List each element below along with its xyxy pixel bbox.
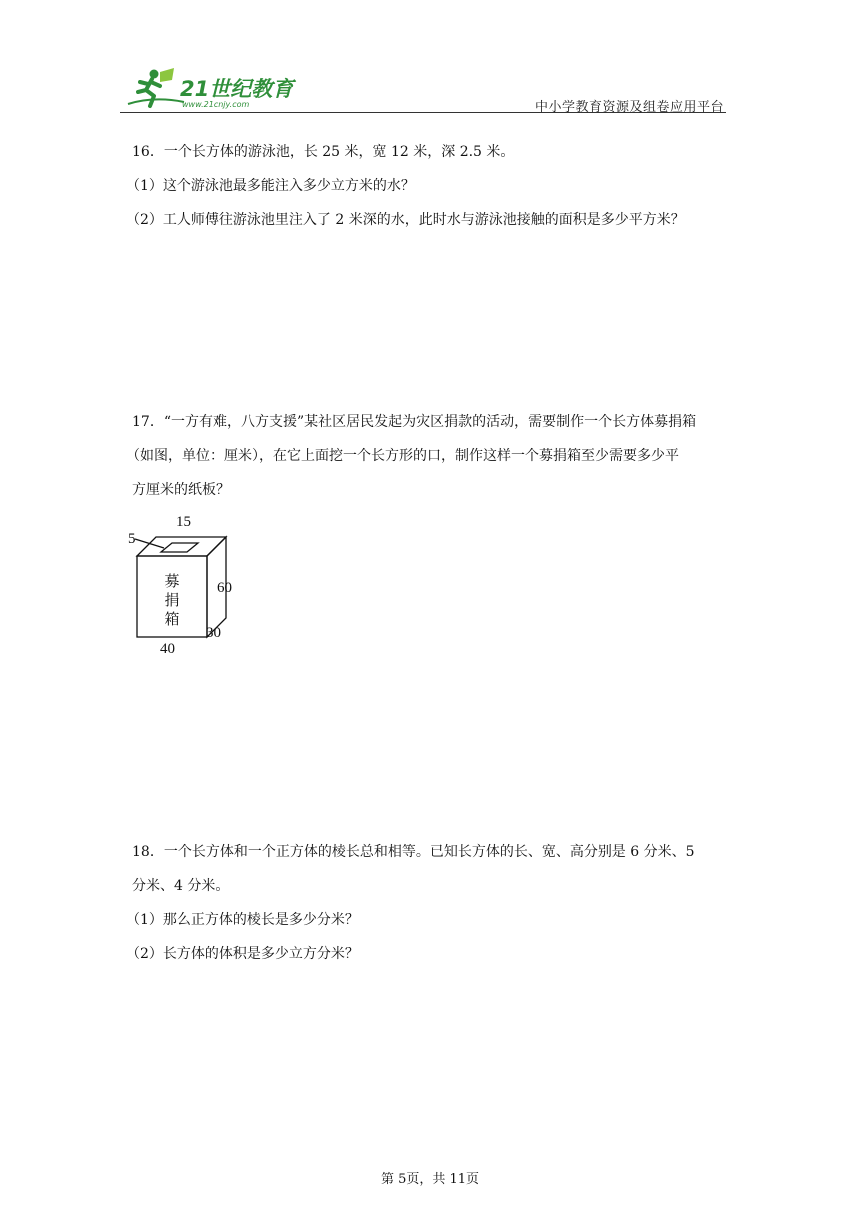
label-depth: 30 [206, 625, 221, 641]
label-slot-width: 5 [128, 531, 136, 547]
q16-stem: 16．一个长方体的游泳池，长 25 米，宽 12 米，深 2.5 米。 [132, 144, 515, 160]
q18-line2: 分米、4 分米。 [132, 878, 230, 894]
header-divider [120, 112, 726, 113]
logo-url: www.21cnjy.com [182, 100, 250, 109]
q17-line2: （如图，单位：厘米），在它上面挖一个长方形的口，制作这样一个募捐箱至少需要多少平 [126, 448, 679, 464]
box-top-face [137, 537, 226, 556]
page-number: 第 5页，共 11页 [380, 1172, 480, 1187]
page-header [120, 66, 726, 116]
box-char-2: 捐 [164, 591, 180, 609]
q16-sub2: （2）工人师傅往游泳池里注入了 2 米深的水，此时水与游泳池接触的面积是多少平方米？ [126, 212, 685, 228]
logo [124, 66, 299, 110]
label-slot-length: 15 [176, 514, 191, 530]
donation-box-figure [124, 510, 254, 660]
runner-icon [128, 68, 184, 106]
q17-line3: 方厘米的纸板？ [132, 482, 230, 498]
label-height: 60 [217, 580, 232, 596]
box-slot [161, 543, 198, 552]
logo-text: 21世纪教育 [180, 77, 294, 101]
q18-sub1: （1）那么正方体的棱长是多少分米？ [126, 912, 359, 928]
q18-line1: 18．一个长方体和一个正方体的棱长总和相等。已知长方体的长、宽、高分别是 6 分米、5 [132, 844, 695, 860]
box-char-3: 箱 [164, 610, 180, 628]
q17-line1: 17．“一方有难，八方支援”某社区居民发起为灾区捐款的活动，需要制作一个长方体募捐箱 [132, 414, 697, 430]
q16-sub1: （1）这个游泳池最多能注入多少立方米的水？ [126, 178, 415, 194]
q18-sub2: （2）长方体的体积是多少立方分米？ [126, 946, 359, 962]
platform-name: 中小学教育资源及组卷应用平台 [534, 100, 724, 115]
box-char-1: 募 [164, 572, 180, 590]
label-length: 40 [160, 641, 175, 657]
